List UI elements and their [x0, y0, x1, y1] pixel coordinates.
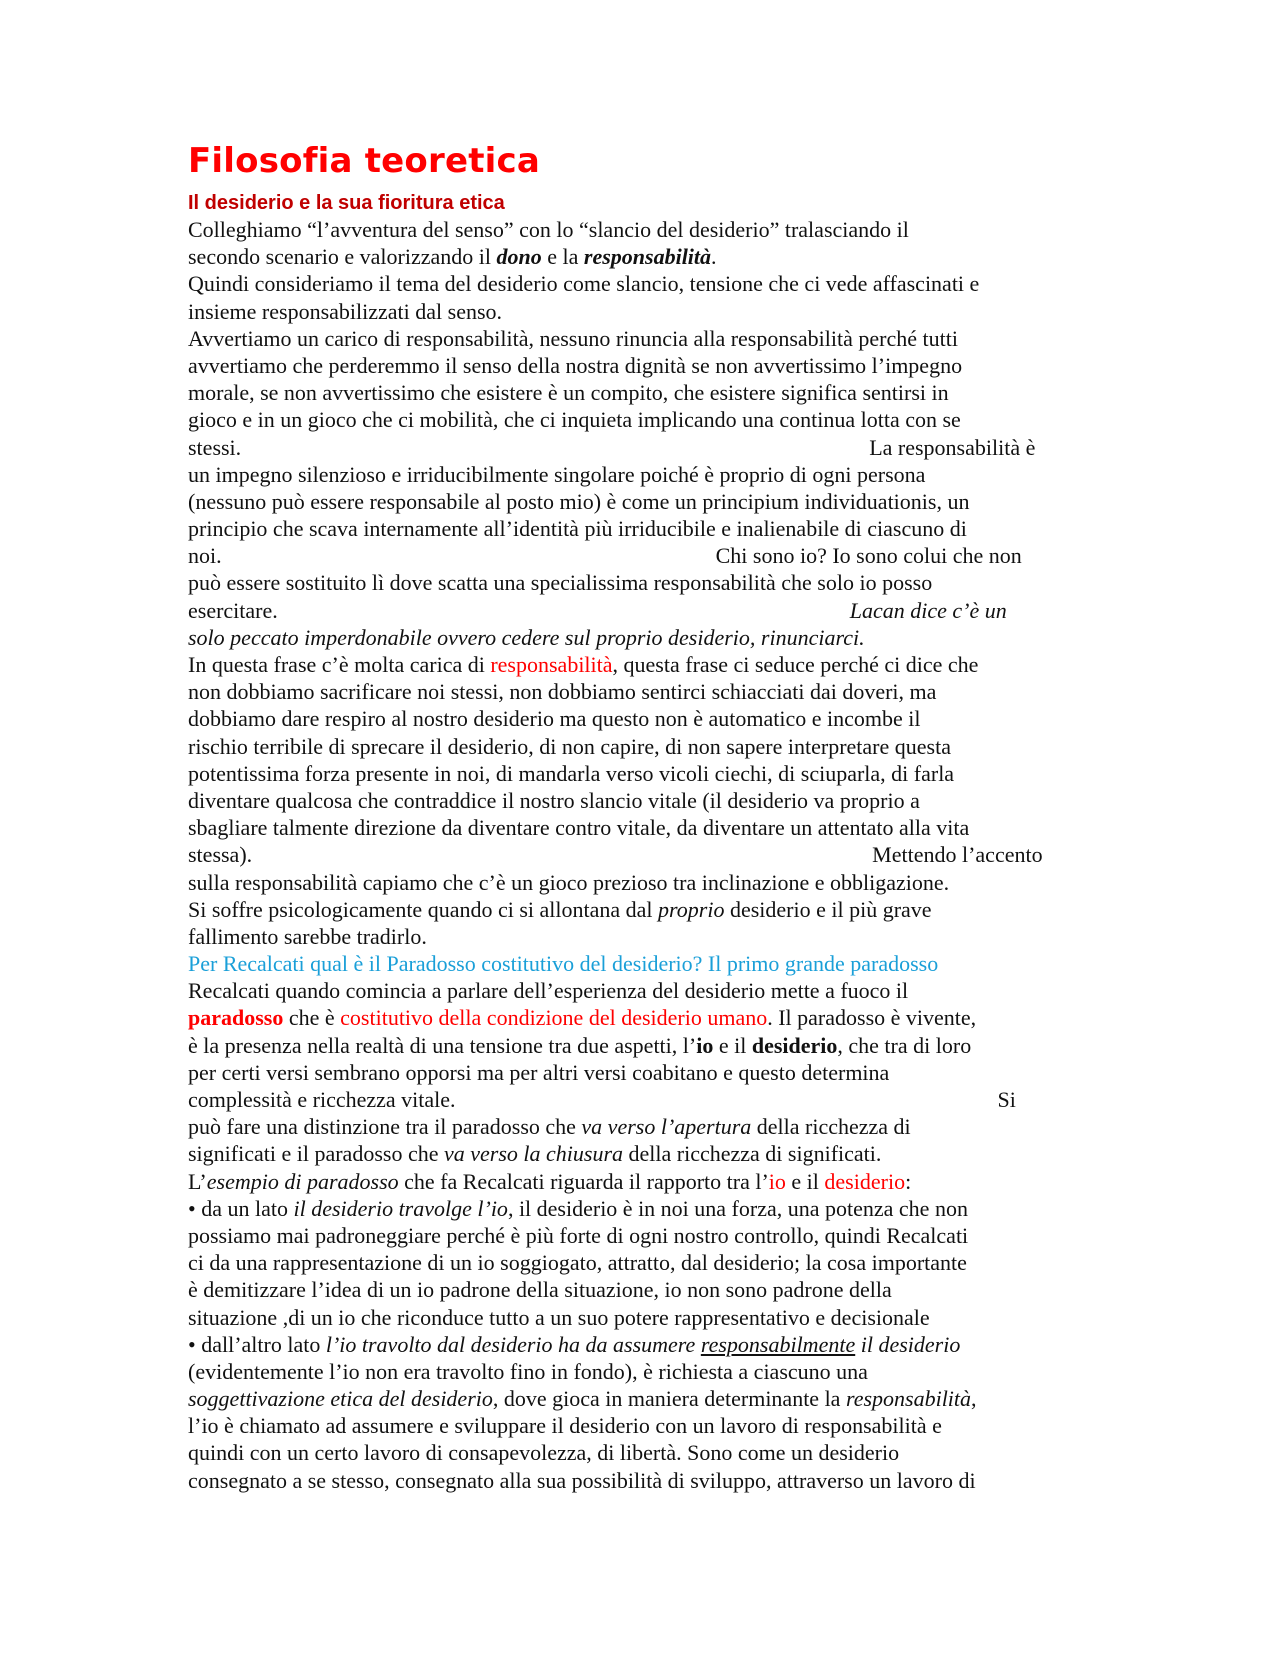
text-run: è la presenza nella realtà di una tensione tra due aspetti, l’: [188, 1032, 697, 1058]
text-line: situazione ,di un io che riconduce tutto a un suo potere rappresentativo e decisionale: [188, 1304, 930, 1330]
text-line: [188, 434, 1088, 461]
text-line: quindi con un certo lavoro di consapevolezza, di libertà. Sono come un desiderio: [188, 1440, 900, 1466]
text-run: noi.: [188, 543, 222, 569]
text-run: della ricchezza di: [751, 1114, 911, 1140]
italic-run: responsabilità: [845, 1386, 972, 1412]
italic-run: il desiderio travolge l’io: [293, 1195, 508, 1221]
text-run: che è: [283, 1005, 341, 1031]
document-content: [188, 138, 1088, 1494]
text-run: e il: [713, 1032, 752, 1058]
highlight-costitutivo: costitutivo della condizione del desiderio umano: [340, 1005, 768, 1031]
italic-run: proprio: [658, 896, 725, 922]
text-run: In questa frase c’è molta carica di: [188, 652, 491, 677]
text-run: ,: [971, 1386, 977, 1412]
text-line: Quindi consideriamo il tema del desiderio come slancio, tensione che ci vede affascinati e: [188, 271, 980, 297]
text-run: Si soffre psicologicamente quando ci si allontana dal: [188, 896, 659, 922]
text-run: L’: [188, 1168, 207, 1194]
text-line: principio che scava internamente all’identità più irriducibile e inalienabile di ciascuno di: [188, 516, 967, 542]
text-line: diventare qualcosa che contraddice il nostro slancio vitale (il desiderio va proprio a: [188, 787, 920, 813]
italic-run: soggettivazione etica del desiderio: [188, 1386, 493, 1412]
text-line: l’io è chiamato ad assumere e sviluppare il desiderio con un lavoro di responsabilità e: [188, 1413, 942, 1439]
text-run: Chi sono io? Io sono colui che non: [715, 543, 1022, 569]
text-run: , dove gioca in maniera determinante la: [492, 1386, 846, 1412]
highlight-io: io: [768, 1168, 786, 1194]
text-line: [188, 624, 1088, 651]
text-line: (evidentemente l’io non era travolto fino in fondo), è richiesta a ciascuno una: [188, 1358, 868, 1384]
italic-run: va verso la chiusura: [443, 1141, 624, 1167]
text-line: Colleghiamo “l’avventura del senso” con lo “slancio del desiderio” tralasciando il: [188, 217, 909, 242]
text-run: Mettendo l’accento: [872, 842, 1043, 868]
italic-run: l’io travolto dal desiderio ha da assumere: [325, 1331, 701, 1357]
italic-run: va verso l’apertura: [581, 1114, 752, 1140]
text-line: [188, 1113, 1088, 1140]
text-line: potentissima forza presente in noi, di mandarla verso vicoli ciechi, di sciuparla, di farla: [188, 760, 955, 786]
text-line: sulla responsabilità capiamo che c’è un gioco prezioso tra inclinazione e obbligazione.: [188, 869, 950, 895]
text-run: stessi.: [188, 434, 242, 460]
italic-run: Lacan dice c’è un: [849, 597, 1007, 623]
text-line: non dobbiamo sacrificare noi stessi, non dobbiamo sentirci schiacciati dai doveri, ma: [188, 679, 937, 705]
bullet-item: [188, 1331, 1088, 1358]
body-text: [188, 216, 1088, 1494]
text-line: [188, 896, 1088, 923]
text-line: [188, 243, 1088, 270]
text-run: può fare una distinzione tra il paradosso che: [188, 1114, 582, 1140]
highlight-desiderio: desiderio: [824, 1168, 906, 1194]
highlight-paradosso: paradosso: [188, 1005, 284, 1031]
document-title: Filosofia teoretica: [188, 141, 541, 181]
text-line: [188, 1086, 1088, 1113]
text-run: che fa Recalcati riguarda il rapporto tra l’: [398, 1168, 769, 1194]
question-heading: Per Recalcati qual è il Paradosso costitutivo del desiderio? Il primo grande paradosso: [188, 951, 939, 977]
text-run: complessità e ricchezza vitale.: [188, 1087, 456, 1112]
text-line: un impegno silenzioso e irriducibilmente singolare poiché è proprio di ogni persona: [188, 461, 926, 487]
text-line: insieme responsabilizzati dal senso.: [188, 298, 503, 324]
text-line: [188, 542, 1088, 569]
italic-run: il desiderio: [855, 1331, 961, 1357]
text-run: significati e il paradosso che: [188, 1141, 444, 1167]
text-run: desiderio e il più grave: [724, 896, 932, 922]
text-run: • dall’altro lato: [188, 1331, 326, 1357]
text-line: [188, 1032, 1088, 1059]
underlined-italic-run: responsabilmente: [700, 1331, 856, 1357]
text-line: può essere sostituito lì dove scatta una specialissima responsabilità che solo io posso: [188, 570, 933, 596]
text-run: , questa frase ci seduce perché ci dice che: [612, 652, 979, 677]
text-run: secondo scenario e valorizzando il: [188, 244, 497, 270]
text-line: [188, 1385, 1088, 1412]
text-line: [188, 1140, 1088, 1167]
highlight-responsabilita: responsabilità: [490, 652, 613, 677]
text-line: [188, 597, 1088, 624]
text-run: • da un lato: [188, 1195, 294, 1221]
text-line: possiamo mai padroneggiare perché è più forte di ogni nostro controllo, quindi Recalcati: [188, 1222, 969, 1248]
text-line: [188, 1004, 1088, 1031]
text-line: avvertiamo che perderemmo il senso della nostra dignità se non avvertissimo l’impegno: [188, 352, 963, 378]
text-run: , che tra di loro: [837, 1032, 972, 1058]
text-line: [188, 651, 1088, 678]
italic-run: solo peccato imperdonabile ovvero cedere sul proprio desiderio, rinunciarci.: [188, 624, 865, 650]
text-line: per certi versi sembrano opporsi ma per altri versi coabitano e questo determina: [188, 1059, 890, 1085]
text-run: . Il paradosso è vivente,: [767, 1005, 977, 1031]
text-run: .: [711, 244, 717, 270]
text-line: è demitizzare l’idea di un io padrone della situazione, io non sono padrone della: [188, 1277, 892, 1303]
text-line: sbagliare talmente direzione da diventare contro vitale, da diventare un attentato alla vita: [188, 815, 970, 841]
section-subtitle: Il desiderio e la sua fioritura etica: [188, 192, 505, 214]
italic-run: esempio di paradosso: [206, 1168, 399, 1194]
text-line: morale, se non avvertissimo che esistere è un compito, che esistere significa sentirsi in: [188, 380, 949, 406]
text-line: consegnato a se stesso, consegnato alla sua possibilità di sviluppo, attraverso un lavoro di: [188, 1467, 976, 1493]
text-line: Recalcati quando comincia a parlare dell’esperienza del desiderio mette a fuoco il: [188, 978, 909, 1004]
text-run: della ricchezza di significati.: [623, 1141, 882, 1167]
text-run: :: [905, 1168, 912, 1194]
text-run: esercitare.: [188, 597, 278, 623]
bullet-item: [188, 1195, 1088, 1222]
text-run: e il: [785, 1168, 825, 1194]
emphasis-responsabilita: responsabilità: [583, 244, 712, 270]
text-line: ci da una rappresentazione di un io soggiogato, attratto, dal desiderio; la cosa importante: [188, 1250, 967, 1276]
text-run: Si: [997, 1087, 1016, 1112]
text-run: , il desiderio è in noi una forza, una potenza che non: [507, 1195, 968, 1221]
text-run: e la: [541, 244, 584, 270]
text-line: (nessuno può essere responsabile al posto mio) è come un principium individuationis, un: [188, 488, 970, 514]
text-line: [188, 1168, 1088, 1195]
text-line: Avvertiamo un carico di responsabilità, nessuno rinuncia alla responsabilità perché tutti: [188, 325, 958, 351]
emphasis-dono: dono: [496, 244, 542, 270]
text-line: fallimento sarebbe tradirlo.: [188, 923, 427, 949]
text-line: [188, 841, 1088, 868]
text-line: gioco e in un gioco che ci mobilità, che ci inquieta implicando una continua lotta con se: [188, 407, 961, 433]
text-run: La responsabilità è: [869, 434, 1036, 460]
text-line: rischio terribile di sprecare il desiderio, di non capire, di non sapere interpretare questa: [188, 733, 951, 759]
text-line: dobbiamo dare respiro al nostro desiderio ma questo non è automatico e incombe il: [188, 706, 921, 732]
text-run: stessa).: [188, 842, 253, 868]
bold-run: io: [696, 1032, 714, 1058]
bold-run: desiderio: [751, 1032, 838, 1058]
